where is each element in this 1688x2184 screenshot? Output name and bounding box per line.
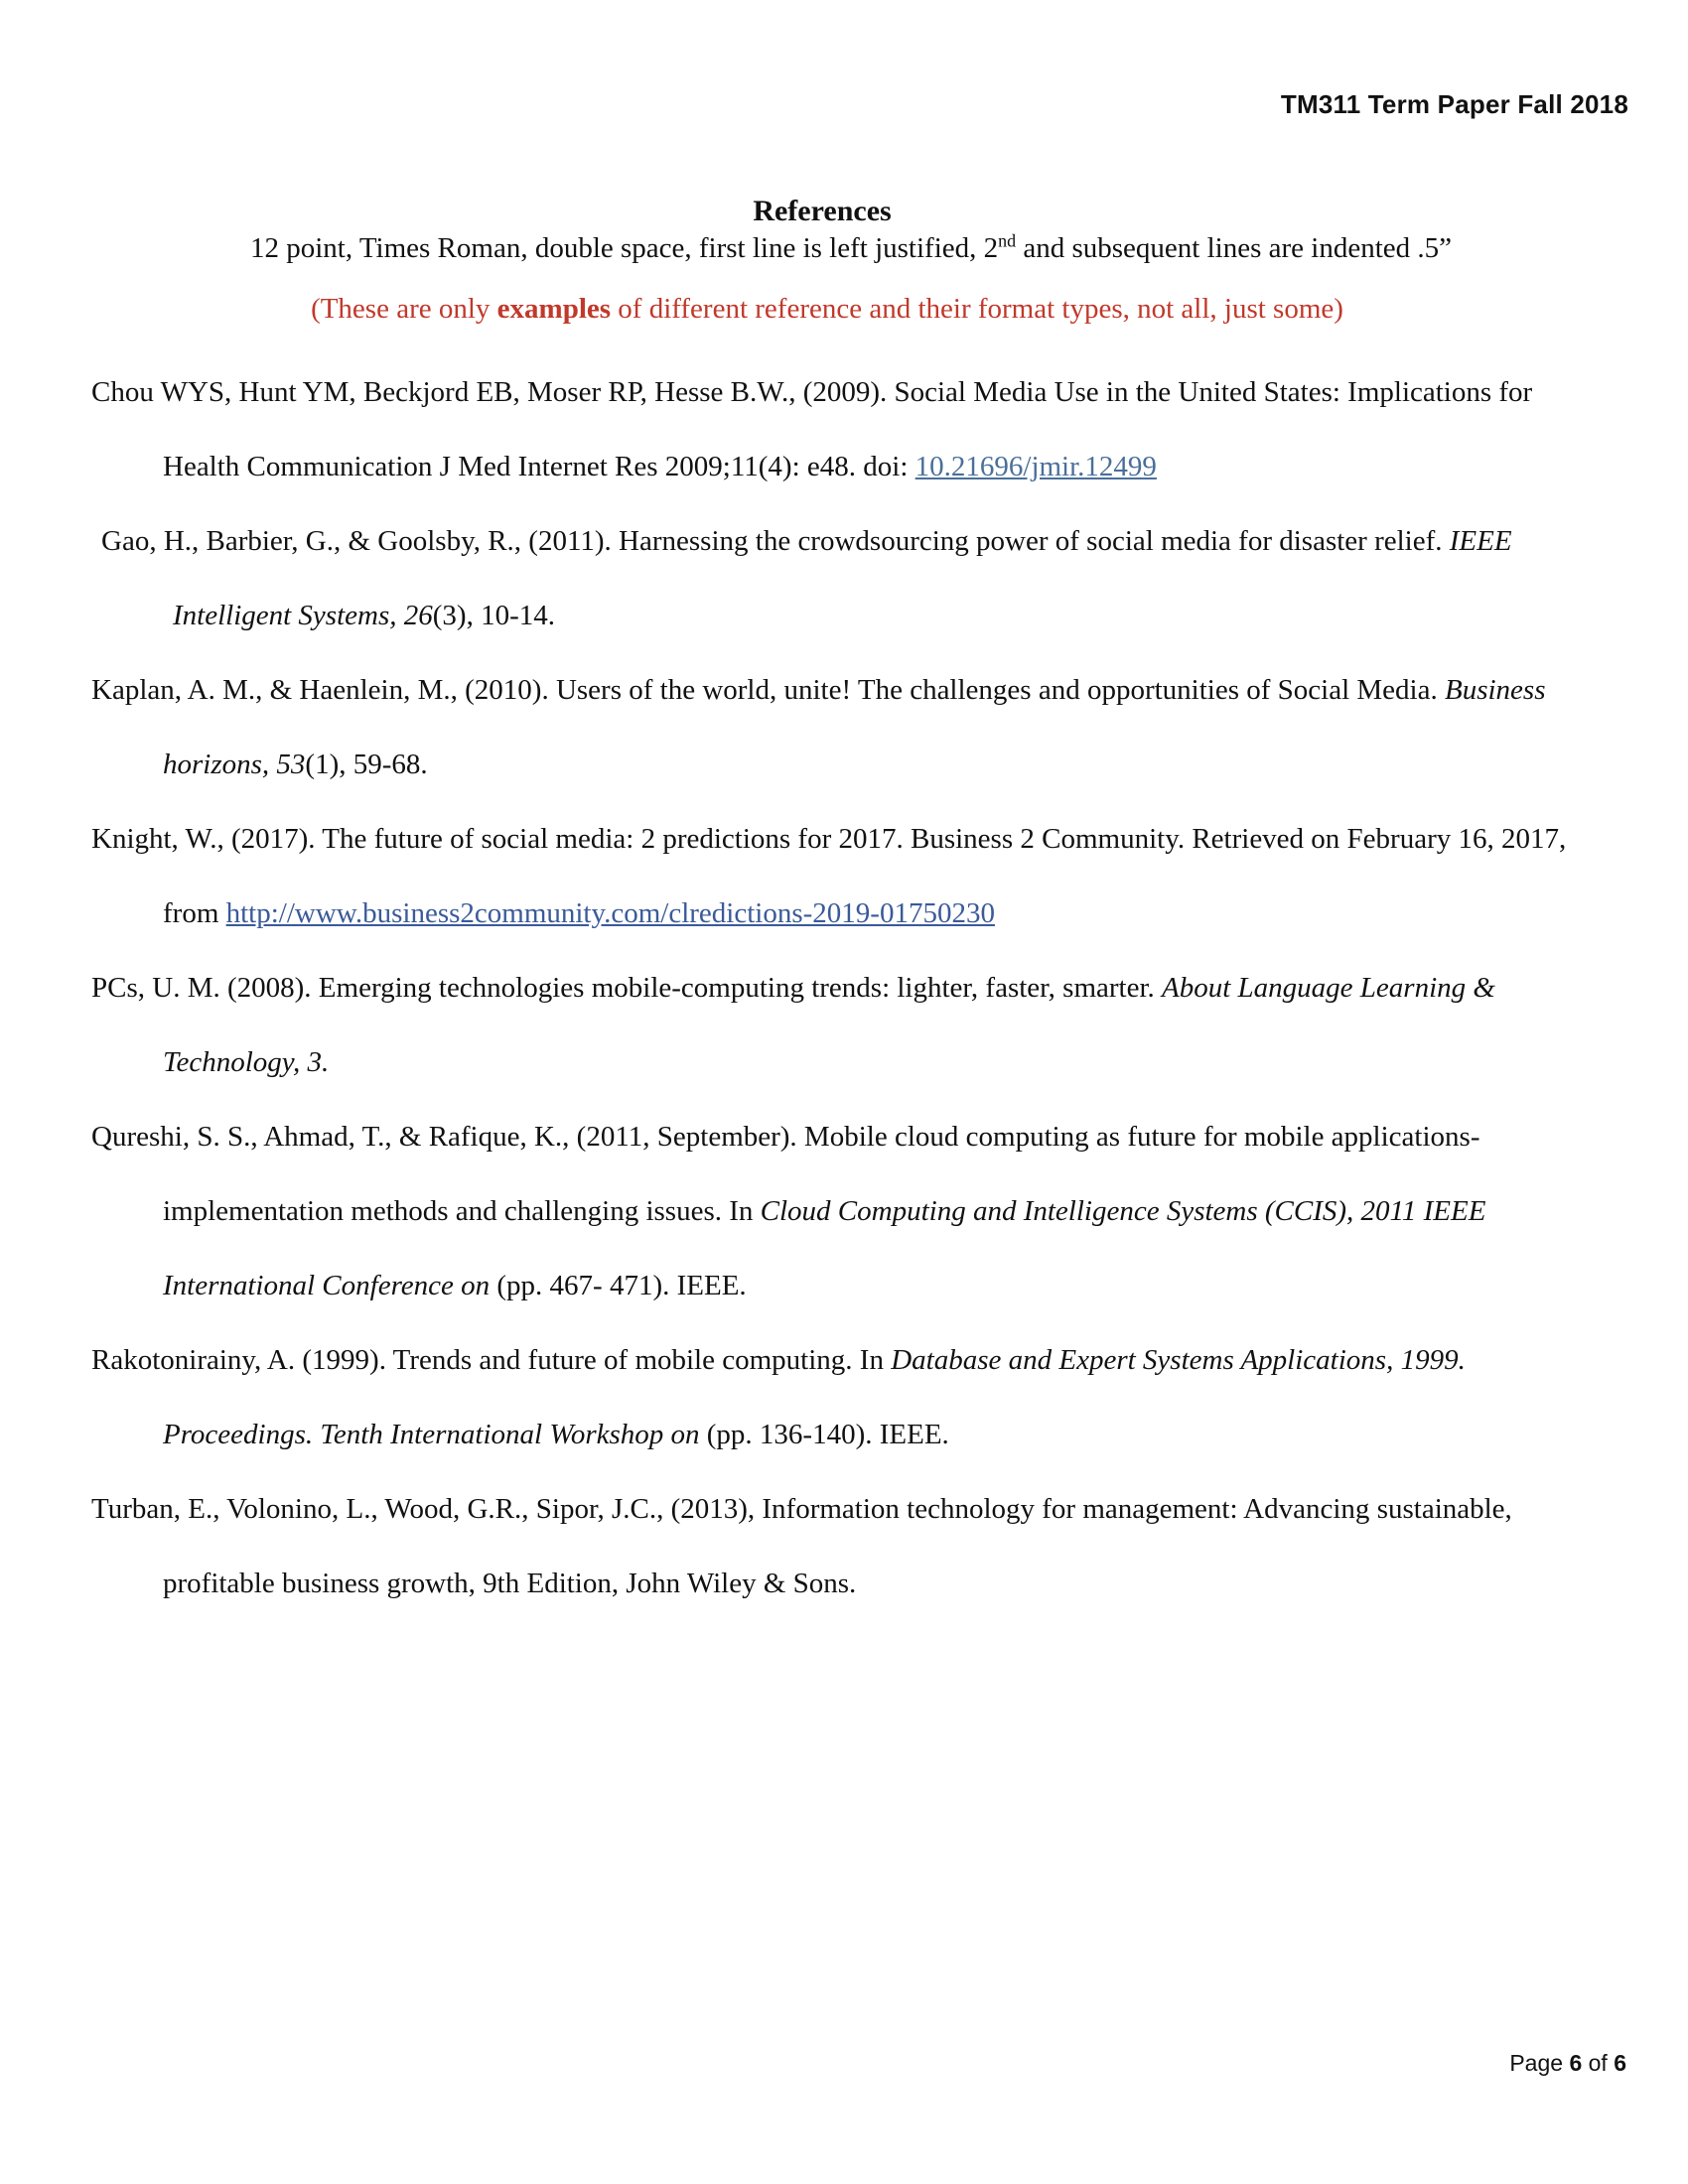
- reference-line: United States: Implications for Health Communication J Med Internet Res 2009;11(4): e48.: [163, 376, 1533, 483]
- retrieval-url-link[interactable]: http://www.business2community.com/clredictions-2019-01750230: [225, 897, 995, 930]
- reference-line: Media.: [1356, 674, 1445, 707]
- examples-note-part-2: of different reference and their format types, not all, just some): [611, 293, 1343, 326]
- reference-entry-knight: [91, 802, 1611, 951]
- examples-note-part-1: (These are only: [311, 293, 497, 326]
- reference-line: (1), 59-68.: [305, 749, 428, 781]
- reference-line: Knight, W., (2017). The future of social media: 2 predictions for 2017. Business 2 Community.: [91, 823, 1186, 856]
- examples-note-emphasis: examples: [496, 293, 612, 326]
- examples-note: [91, 294, 1611, 326]
- reference-entry-pcs: [91, 951, 1611, 1100]
- format-instructions: [91, 232, 1611, 264]
- proceedings-title: Cloud Computing and: [760, 1195, 1017, 1228]
- reference-entry-turban: [91, 1472, 1611, 1621]
- ordinal-superscript: nd: [998, 230, 1017, 251]
- reference-entry-gao: [91, 504, 1611, 653]
- reference-line: Turban, E., Volonino, L., Wood, G.R., Sipor, J.C., (2013), Information technology for management: Advancing: [91, 1493, 1370, 1526]
- page-footer-total: 6: [1614, 2050, 1626, 2076]
- proceedings-title: Systems Applications, 1999. Proceedings. Tenth International Workshop on: [163, 1344, 1466, 1451]
- reference-list: [91, 355, 1611, 1621]
- reference-line: for mobile applications-implementation methods and challenging issues. In: [163, 1121, 1480, 1228]
- reference-line: PCs, U. M. (2008). Emerging technologies mobile-computing trends: lighter, faster, smarter.: [91, 972, 1155, 1005]
- reference-line: media for disaster relief.: [1161, 525, 1450, 558]
- reference-entry-chou: [91, 355, 1611, 504]
- reference-line: sustainable, profitable business growth, 9th Edition, John Wiley & Sons.: [163, 1493, 1512, 1600]
- reference-line: Qureshi, S. S., Ahmad, T., & Rafique, K., (2011, September). Mobile cloud computing as future: [91, 1121, 1196, 1154]
- format-instructions-part-1: 12 point, Times Roman, double space, first line is left justified, 2: [249, 232, 999, 264]
- reference-entry-rakotonirainy: [91, 1323, 1611, 1472]
- reference-line: Gao, H., Barbier, G., & Goolsby, R., (2011). Harnessing the crowdsourcing power of social: [101, 525, 1154, 558]
- reference-line: Kaplan, A. M., & Haenlein, M., (2010). Users of the world, unite! The challenges and opportunities of Social: [91, 674, 1350, 707]
- page-footer: [1509, 2052, 1626, 2075]
- doi-label: doi:: [863, 451, 915, 483]
- page-footer-middle: of: [1582, 2050, 1615, 2076]
- journal-title: IEEE Intelligent Systems, 26: [173, 525, 1512, 632]
- doi-link[interactable]: 10.21696/jmir.12499: [914, 451, 1157, 483]
- reference-line: Retrieved on February 16, 2017, from: [163, 823, 1567, 930]
- proceedings-title: Intelligence Systems (CCIS), 2011 IEEE International Conference on: [163, 1195, 1486, 1302]
- page-footer-current: 6: [1569, 2050, 1583, 2076]
- reference-entry-qureshi: [91, 1100, 1611, 1323]
- reference-line: (pp. 467- 471). IEEE.: [496, 1270, 747, 1302]
- journal-title: Business horizons, 53: [163, 674, 1546, 781]
- reference-entry-kaplan: [91, 653, 1611, 802]
- proceedings-title: Database and Expert: [891, 1344, 1136, 1377]
- format-instructions-part-2: and subsequent lines are indented .5”: [1016, 232, 1452, 264]
- page-footer-prefix: Page: [1509, 2050, 1570, 2076]
- document-body: [91, 197, 1611, 1621]
- reference-line: Rakotonirainy, A. (1999). Trends and future of mobile computing. In: [91, 1344, 892, 1377]
- running-header: TM311 Term Paper Fall 2018: [1280, 89, 1628, 119]
- reference-line: (pp. 136-140). IEEE.: [706, 1419, 949, 1451]
- reference-line: (3), 10-14.: [432, 600, 555, 632]
- journal-title: About Language Learning & Technology, 3.: [163, 972, 1495, 1079]
- page-title: References: [753, 195, 892, 227]
- reference-line: Chou WYS, Hunt YM, Beckjord EB, Moser RP, Hesse B.W., (2009). Social Media Use in the: [91, 376, 1172, 409]
